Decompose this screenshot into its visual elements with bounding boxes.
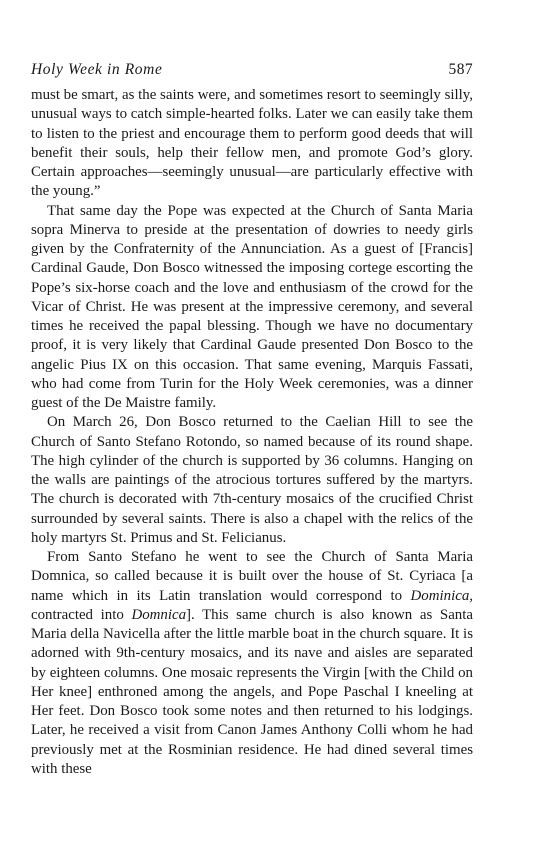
body-text [31,86,473,779]
text-segment: contracted into [31,606,132,623]
text-segment: ]. This same church is also known as Santa Maria della Navicella after the little marble boat in the church square. It is adorned with 9th-century mosaics, and its nave and aisles are separated by eighteen columns. One mosaic represents the Virgin [with the Child on Her knee] enthroned among the angels, and Pope Paschal I kneeling at Her feet. Don Bosco took some notes and then returned to his lodgings. Later, he received a visit from Canon James Anthony Colli whom he had previously met at the Rosminian residence. He had dined several times with these [31,606,473,777]
page-number: 587 [448,61,473,78]
italic-term: Dominica, [410,587,473,604]
paragraph [31,86,473,202]
text-segment: From Santo Stefano he went to see the Church of Santa Maria Domnica, so called because it is built over the house of St. Cyriaca [a name which in its Latin translation would correspond to [31,549,473,604]
italic-term: Domnica [131,606,187,623]
paragraph [31,413,473,548]
running-header [31,60,473,80]
paragraph [31,202,473,414]
book-page [31,60,473,779]
running-title: Holy Week in Rome [31,61,163,78]
text-segment: must be smart, as the saints were, and sometimes resort to seemingly silly, unusual ways to catch simple-hearted folks. Later we can easily take them to listen to the priest and encourage them to perform good deeds that will benefit their souls, help their fellow men, and promote God’s glory. Certain approaches—seemingly unusual—are particularly effective with the young.” [31,87,473,200]
text-segment: That same day the Pope was expected at the Church of Santa Maria sopra Minerva to preside at the presentation of dowries to needy girls given by the Confraternity of the Annunciation. As a guest of [Francis] Cardinal Gaude, Don Bosco witnessed the imposing cortege escorting the Pope’s six-horse coach and the love and enthusiasm of the crowd for the Vicar of Christ. He was present at the impressive ceremony, and several times he received the papal blessing. Though we have no documentary proof, it is very likely that Cardinal Gaude presented Don Bosco to the angelic Pius IX on this occasion. That same evening, Marquis Fassati, who had come from Turin for the Holy Week ceremonies, was a dinner guest of the De Maistre family. [31,202,473,411]
paragraph [31,548,473,779]
text-segment: On March 26, Don Bosco returned to the Caelian Hill to see the Church of Santo Stefano Rotondo, so named because of its round shape. The high cylinder of the church is supported by 36 columns. Hanging on the walls are paintings of the atrocious tortures suffered by the martyrs. The church is decorated with 7th-century mosaics of the crucified Christ surrounded by several saints. There is also a chapel with the relics of the holy martyrs St. Primus and St. Felicianus. [31,414,473,546]
